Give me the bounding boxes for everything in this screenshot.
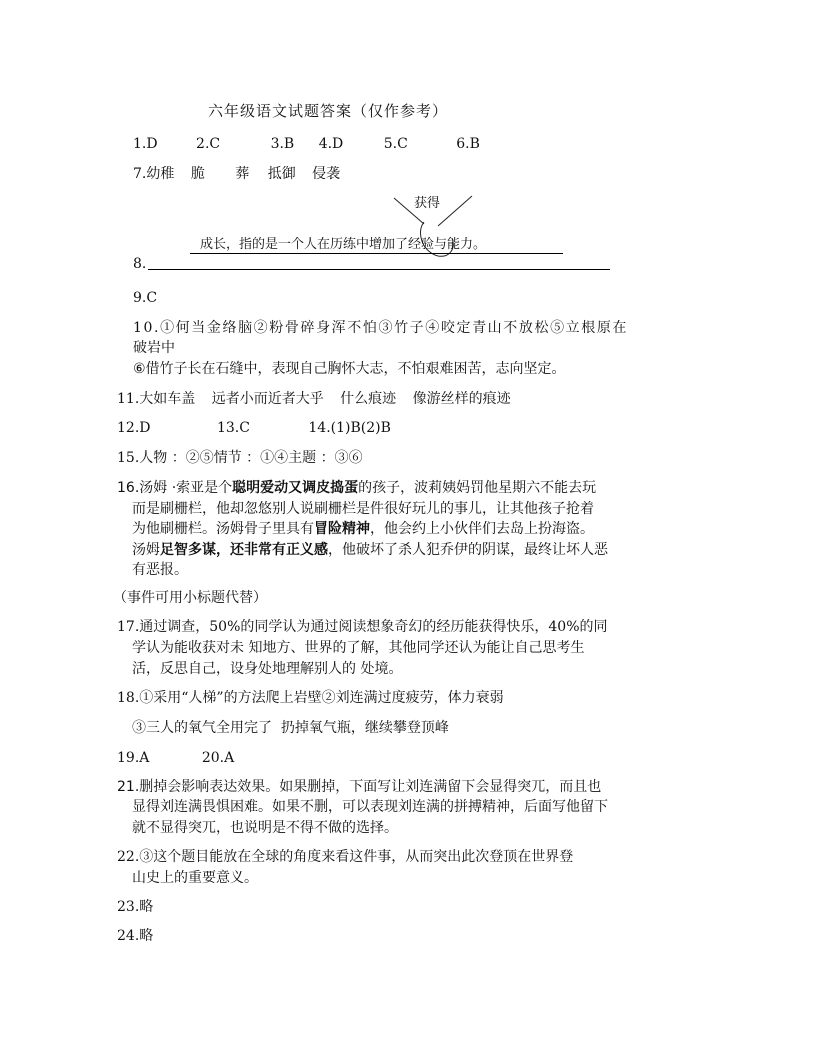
answer-item: 脆 — [190, 166, 205, 182]
answer-10-line1: 10.①何当金络脑②粉骨碎身浑不怕③竹子④咬定青山不放松⑤立根原在 — [133, 320, 629, 336]
answer-17-line2: 学认为能收获对未 知地方、世界的了解，其他同学还认为能让自己思考生 — [132, 640, 585, 656]
answer-16-line2: 而是刷栅栏，他却忽悠别人说刷栅栏是件很好玩儿的事儿，让其他孩子抢着 — [132, 501, 594, 517]
answer-16-text: 的孩子，波莉姨妈罚他星期六不能去玩 — [358, 480, 597, 496]
answer-item: 7.幼稚 — [133, 166, 175, 182]
answer-17-line1: 17.通过调查，50%的同学认为通过阅读想象奇幻的经历能获得快乐，40%的同 — [117, 619, 608, 635]
answer-10-line3: ⑥借竹子长在石缝中，表现自己胸怀大志，不怕艰难困苦，志向坚定。 — [133, 361, 566, 377]
correction-word: 获得 — [414, 196, 441, 211]
answer-16-keyword: 聪明爱动又调皮捣蛋 — [232, 480, 359, 496]
answer-item: 14.(1)B(2)B — [308, 420, 391, 436]
answer-item: 什么痕迹 — [340, 391, 397, 407]
answer-16-line5: 有恶报。 — [132, 562, 188, 578]
answer-item: 抵御 — [267, 166, 296, 182]
answer-16-line1 — [117, 478, 596, 498]
answer-row-12-14 — [117, 418, 391, 438]
answer-row-23: 23.略 — [117, 899, 154, 915]
page-title: 六年级语文试题答案（仅作参考） — [208, 102, 449, 120]
answer-item: 6.B — [456, 136, 480, 152]
answer-18-line2: ③三人的氧气全用完了 扔掉氧气瓶，继续攀登顶峰 — [132, 720, 449, 736]
answer-8-number: 8. — [133, 256, 147, 272]
answer-8-blank-line — [148, 269, 610, 270]
answer-row-1-6 — [133, 134, 480, 154]
answer-8-underline — [190, 253, 563, 254]
answer-item: 1.D — [133, 136, 158, 152]
answer-item: 远者小而近者大乎 — [211, 391, 324, 407]
answer-16-keyword: 足智多谋，还非常有正义感 — [160, 542, 328, 558]
answer-8-text: 成长，指的是一个人在历练中增加了经验与能力。 — [200, 237, 487, 252]
answer-item: 4.D — [318, 136, 344, 152]
answer-16-text: 16.汤姆 ·索亚是个 — [117, 480, 233, 496]
answer-16-line3 — [132, 519, 594, 539]
answer-16-text: 为他刷栅栏。汤姆骨子里具有 — [132, 521, 314, 537]
answer-row-19-20 — [117, 748, 234, 768]
answer-16-text: ，他破坏了杀人犯乔伊的阴谋，最终让坏人恶 — [328, 542, 608, 558]
answer-16-line4 — [132, 540, 608, 560]
answer-16-note: （事件可用小标题代替） — [113, 590, 267, 606]
answer-row-24: 24.略 — [117, 928, 154, 944]
answer-item: 19.A — [117, 750, 150, 766]
answer-16-keyword: 冒险精神 — [314, 521, 370, 537]
answer-item: 葬 — [235, 166, 250, 182]
answer-item: 像游丝样的痕迹 — [412, 391, 511, 407]
answer-row-15: 15.人物 ：②⑤情节 ：①④主题 ：③⑥ — [117, 450, 363, 466]
answer-17-line3: 活，反思自己，设身处地理解别人的 处境。 — [132, 661, 403, 677]
answer-row-11 — [117, 389, 511, 409]
answer-16-text: 汤姆 — [132, 542, 160, 558]
answer-item: 3.B — [270, 136, 295, 152]
answer-16-text: ，他会约上小伙伴们去岛上扮海盗。 — [370, 521, 594, 537]
answer-item: 侵袭 — [312, 166, 341, 182]
answer-item: 2.C — [196, 136, 221, 152]
answer-item: 20.A — [201, 750, 235, 766]
answer-21-line3: 就不显得突兀，也说明是不得不做的选择。 — [132, 820, 398, 836]
answer-21-line2: 显得刘连满畏惧困难。如果不删，可以表现刘连满的拼搏精神，后面写他留下 — [132, 799, 608, 815]
answer-22-line2: 山史上的重要意义。 — [132, 870, 258, 886]
answer-item: 5.C — [383, 136, 408, 152]
answer-row-9: 9.C — [133, 290, 158, 306]
answer-18-line1: 18.①采用“人梯”的方法爬上岩壁②刘连满过度疲劳，体力衰弱 — [117, 690, 504, 706]
answer-item: 12.D — [117, 420, 151, 436]
answer-item: 13.C — [216, 420, 250, 436]
answer-22-line1: 22.③这个题目能放在全球的角度来看这件事，从而突出此次登顶在世界登 — [117, 849, 574, 865]
answer-10-line2: 破岩中 — [133, 340, 175, 356]
answer-row-7 — [133, 164, 340, 184]
answer-21-line1: 21.删掉会影响表达效果。如果删掉，下面写让刘连满留下会显得突兀，而且也 — [117, 779, 602, 795]
answer-item: 11.大如车盖 — [117, 391, 196, 407]
